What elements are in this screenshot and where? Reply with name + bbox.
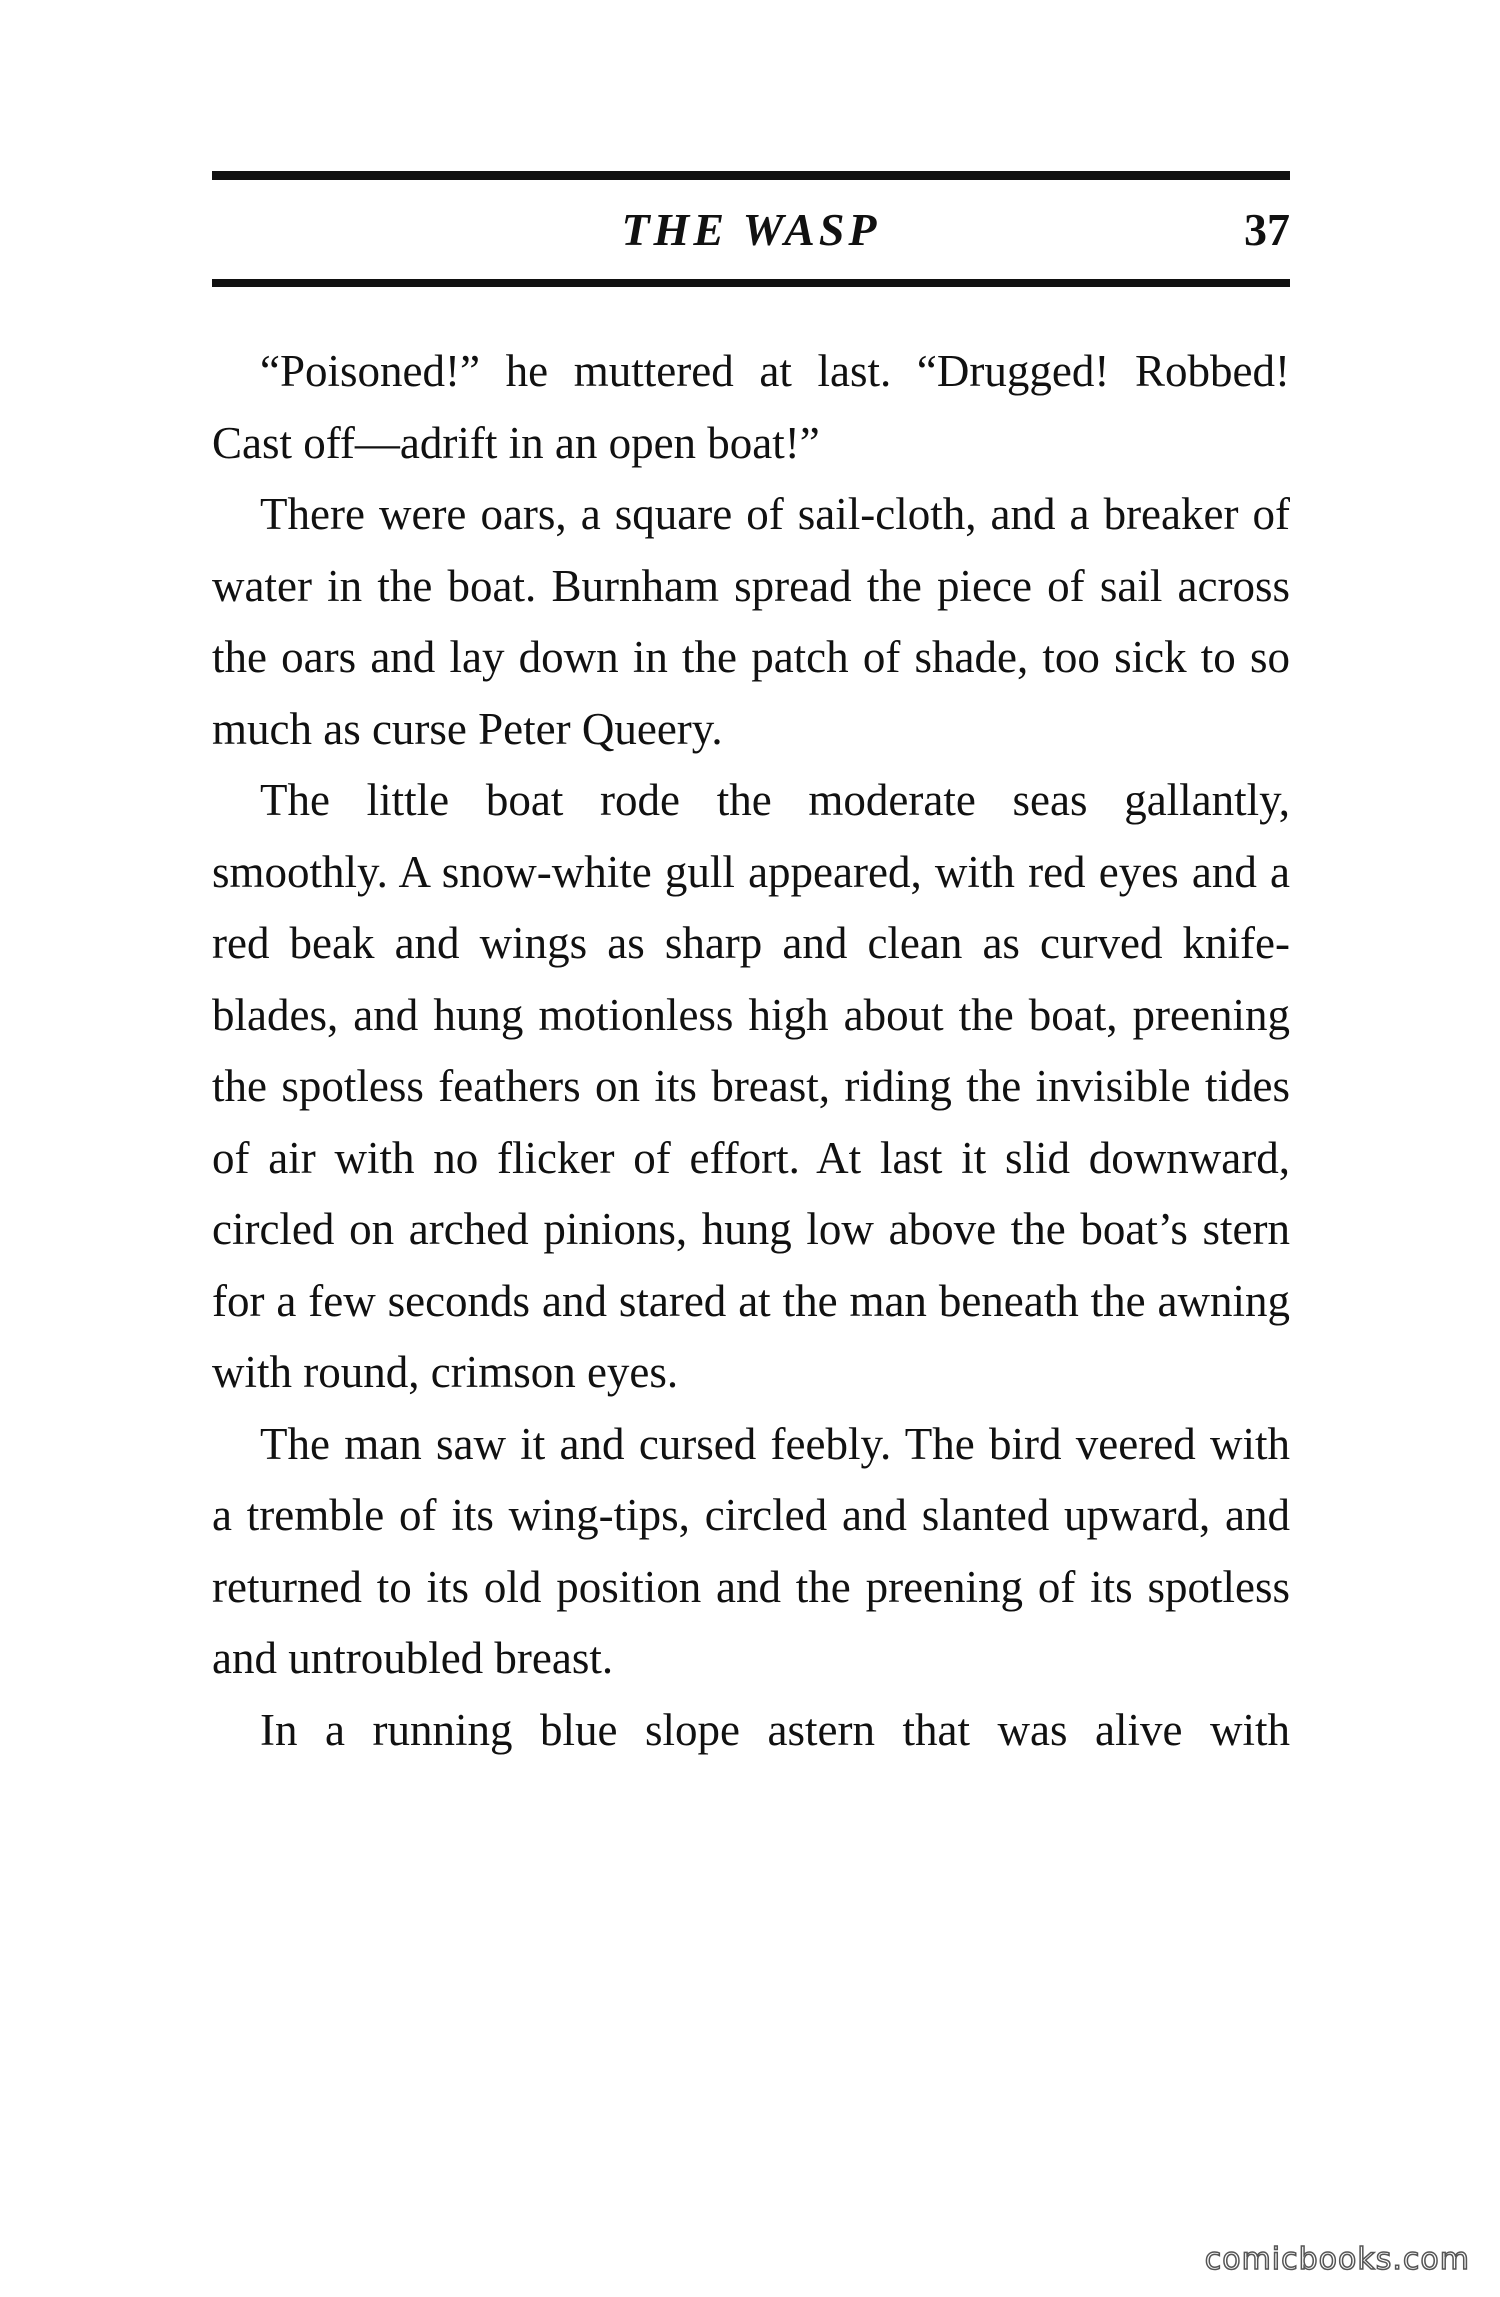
paragraph-2: There were oars, a square of sail-cloth, and a breaker of water in the boat. Burnham spread the piece of sail across the oars and lay down in the patch of shade, too sick to so much as curse Peter Queery. bbox=[212, 489, 1290, 754]
paragraph-1: “Poisoned!” he muttered at last. “Drugged! Robbed! Cast off—adrift in an open boat!” bbox=[212, 346, 1290, 468]
header-rule-bottom bbox=[212, 279, 1290, 287]
body-text bbox=[212, 336, 1290, 1766]
paragraph-5: In a running blue slope astern that was alive with bbox=[260, 1704, 1290, 1755]
header-rule-top bbox=[212, 171, 1290, 180]
running-title: THE WASP bbox=[621, 204, 881, 255]
watermark: comicbooks.com bbox=[1204, 2242, 1470, 2277]
page-number: 37 bbox=[1244, 204, 1290, 255]
running-head bbox=[212, 195, 1290, 265]
paragraph-3: The little boat rode the moderate seas gallantly, smoothly. A snow-white gull appeared, with red eyes and a red beak and wings as sharp and clean as curved knife-blades, and hung motionless high about the boat, preening the spotless feathers on its breast, riding the invisible tides of air with no flicker of effort. At last it slid downward, circled on arched pinions, hung low above the boat’s stern for a few seconds and stared at the man beneath the awning with round, crimson eyes. bbox=[212, 775, 1290, 1397]
paragraph-4: The man saw it and cursed feebly. The bird veered with a tremble of its wing-tips, circled and slanted upward, and returned to its old position and the preening of its spotless and untroubled breast. bbox=[212, 1418, 1290, 1683]
